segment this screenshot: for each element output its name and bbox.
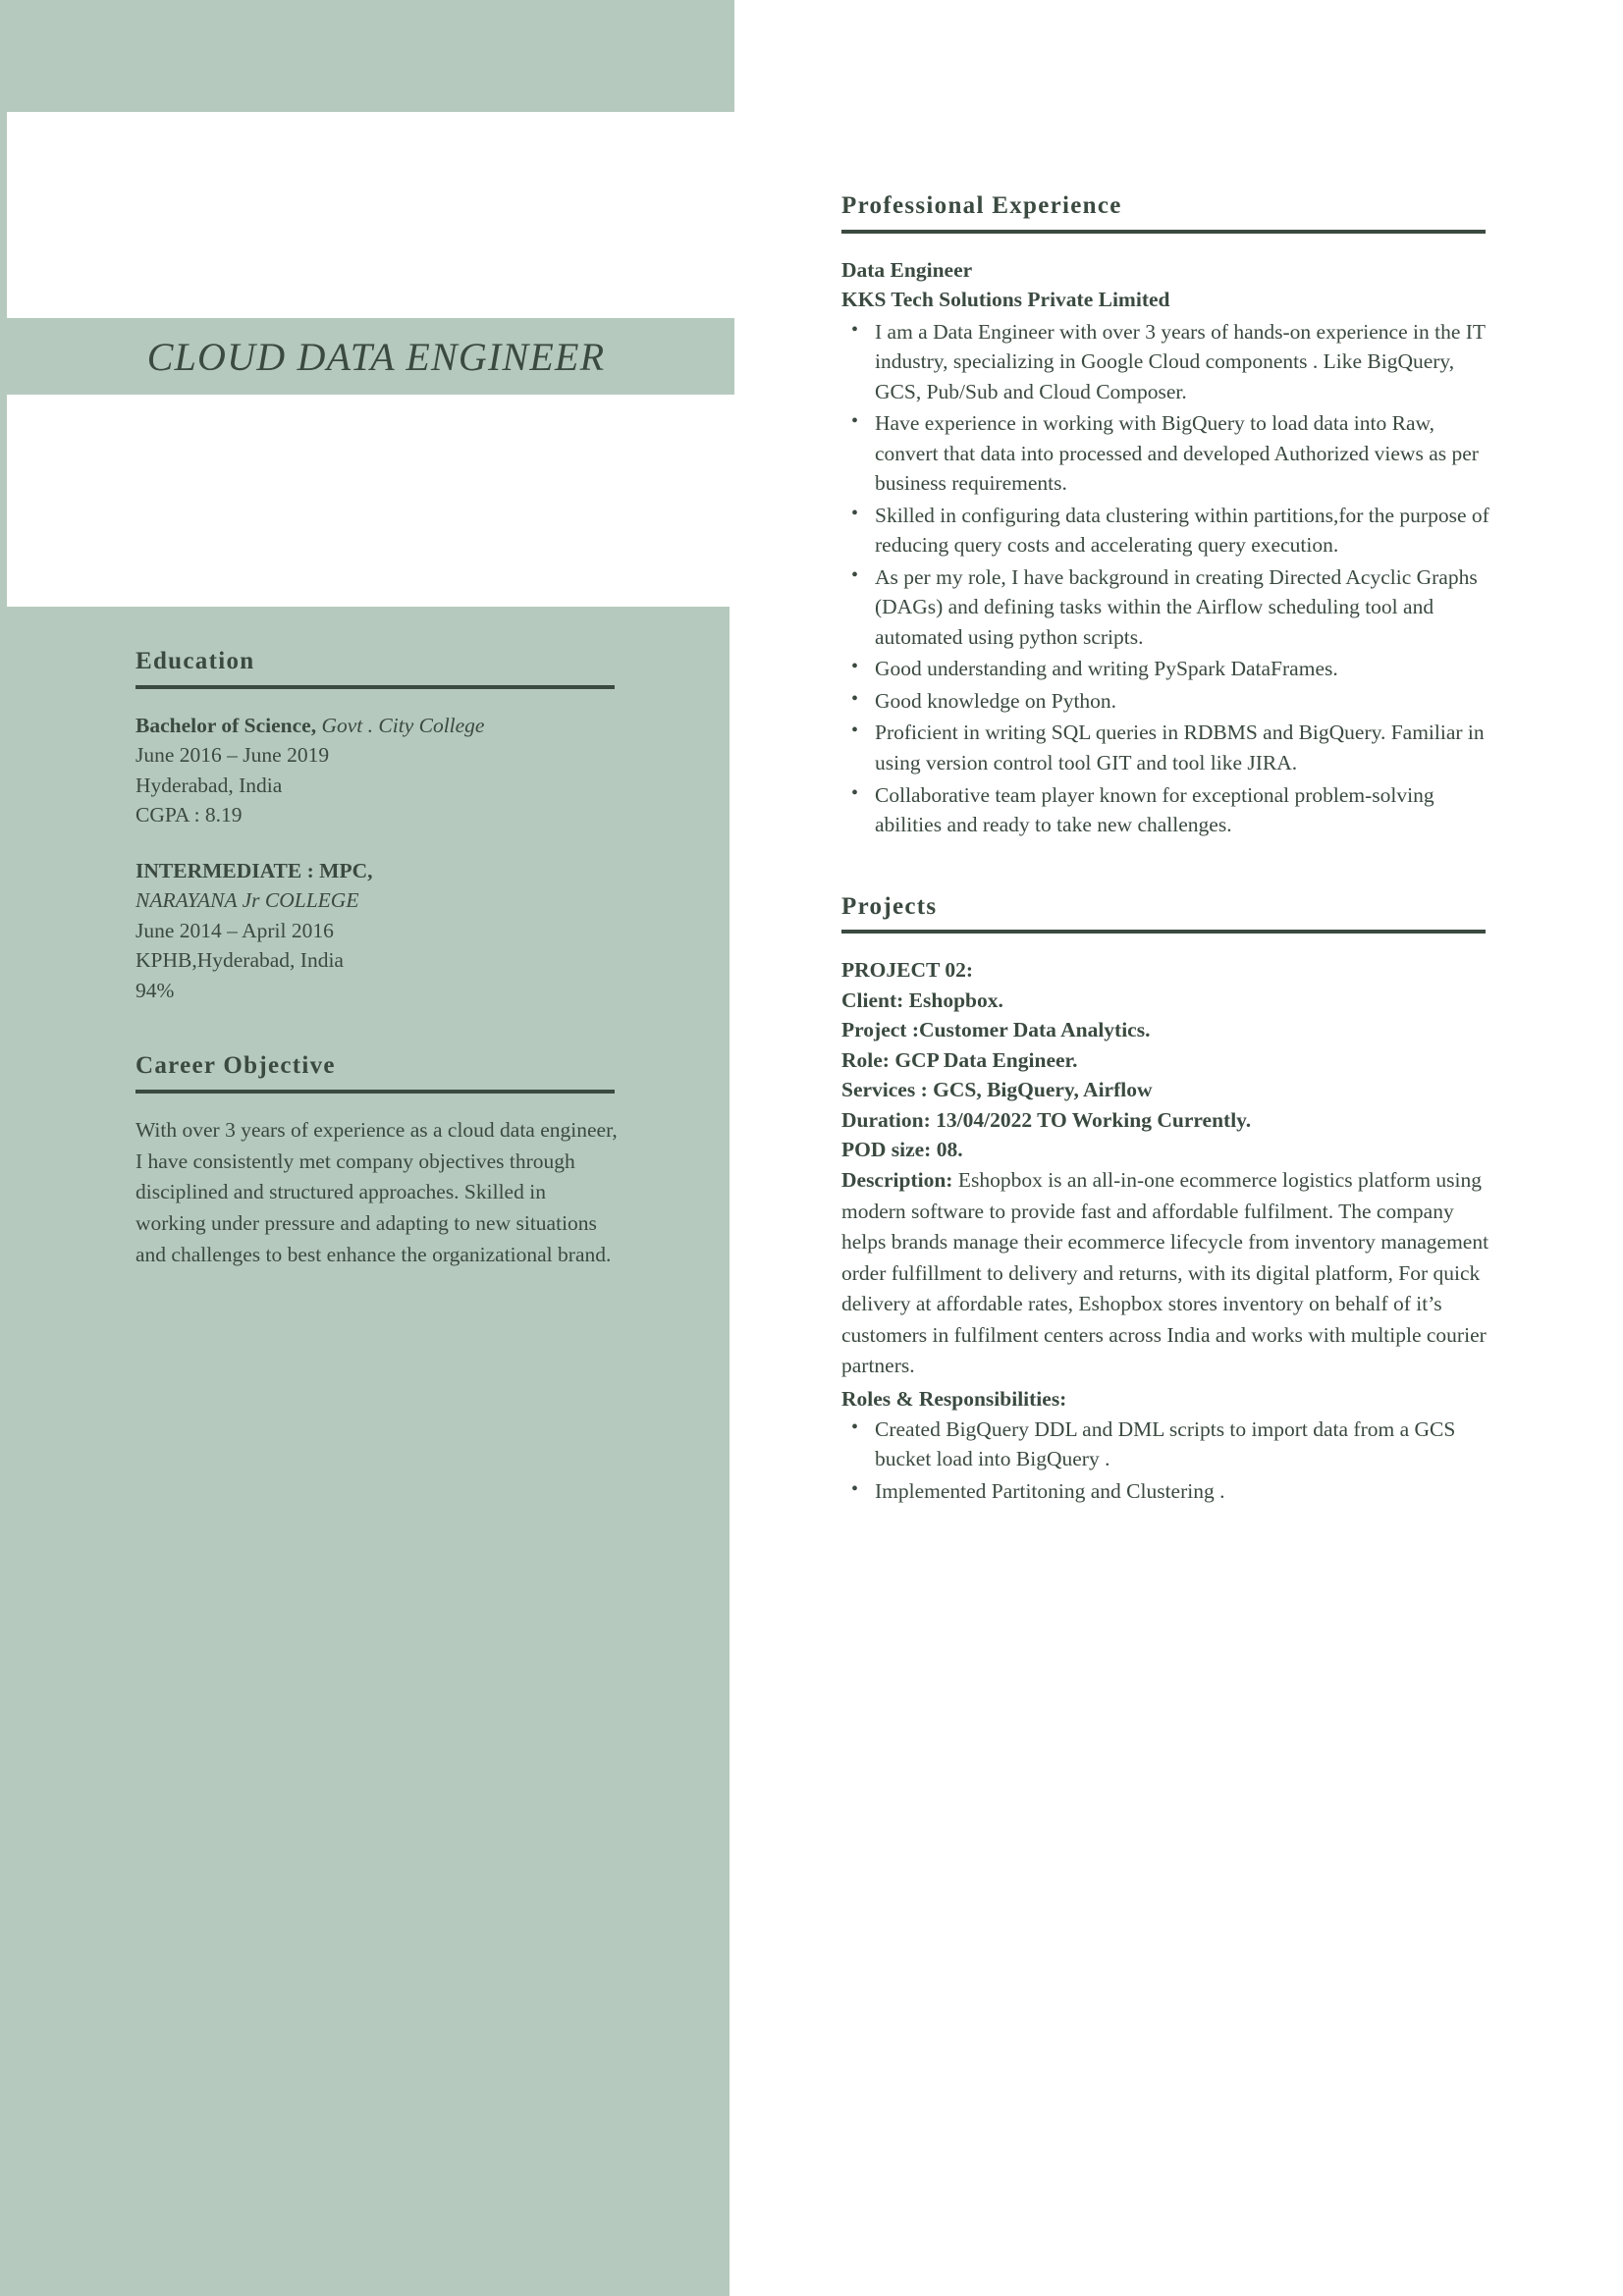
project-services: Services : GCS, BigQuery, Airflow: [841, 1078, 1153, 1102]
section-divider: [841, 230, 1486, 234]
list-item: • Proficient in writing SQL queries in RDBMS and BigQuery. Familiar in using version control tool GIT and tool like JIRA.: [871, 718, 1489, 777]
section-heading-education: Education: [135, 648, 255, 674]
responsibilities-heading: Roles & Responsibilities:: [841, 1387, 1067, 1412]
top-accent-band: [0, 0, 734, 112]
section-heading-professional-experience: Professional Experience: [841, 192, 1122, 219]
job-title: Data Engineer: [841, 257, 973, 282]
section-divider: [841, 930, 1486, 934]
project-id: PROJECT 02:: [841, 958, 973, 983]
education-score: CGPA : 8.19: [135, 803, 243, 828]
list-item: • Collaborative team player known for exceptional problem-solving abilities and ready to take new challenges.: [871, 780, 1489, 840]
section-heading-projects: Projects: [841, 892, 938, 920]
education-dates: June 2014 – April 2016: [135, 918, 334, 942]
project-description-text: Eshopbox is an all-in-one ecommerce logistics platform using modern software to provide fast and affordable fulfilment. The company helps brands manage their ecommerce lifecycle from inventory management order fulfillment to delivery and returns, with its digital platform, For quick delivery at affordable rates, Eshopbox stores inventory on behalf of it’s customers in fulfilment centers across India and works with multiple courier partners.: [841, 1167, 1489, 1378]
list-item: • I am a Data Engineer with over 3 years of hands-on experience in the IT industry, specializing in Google Cloud components . Like BigQuery, GCS, Pub/Sub and Cloud Composer.: [871, 317, 1489, 407]
list-item: • Have experience in working with BigQuery to load data into Raw, convert that data into processed and developed Authorized views as per business requirements.: [871, 408, 1489, 499]
list-item: • Implemented Partitoning and Clustering .: [871, 1476, 1489, 1507]
list-item: • Created BigQuery DDL and DML scripts to import data from a GCS bucket load into BigQuery .: [871, 1415, 1489, 1474]
education-entry: [135, 711, 619, 830]
sidebar-content: [135, 648, 619, 1270]
project-pod-size: POD size: 08.: [841, 1138, 963, 1162]
title-band: [0, 318, 734, 395]
list-item: • Good knowledge on Python.: [871, 686, 1489, 717]
education-institution: NARAYANA Jr COLLEGE: [135, 888, 359, 913]
section-divider: [135, 685, 615, 689]
list-item: • As per my role, I have background in creating Directed Acyclic Graphs (DAGs) and defining tasks within the Airflow scheduling tool and automated using python scripts.: [871, 562, 1489, 653]
section-divider: [135, 1090, 615, 1094]
section-career-objective: [135, 1052, 619, 1270]
page-title: CLOUD DATA ENGINEER: [146, 334, 606, 379]
project-name: Project :Customer Data Analytics.: [841, 1018, 1151, 1042]
project-role: Role: GCP Data Engineer.: [841, 1047, 1078, 1072]
education-degree: Bachelor of Science,: [135, 713, 317, 737]
project-description-label: Description:: [841, 1167, 953, 1192]
responsibilities-bullet-list: [841, 1415, 1489, 1507]
career-objective-text: With over 3 years of experience as a cloud data engineer, I have consistently met company objectives through disciplined and structured approaches. Skilled in working under pressure and adapting to new situations and challenges to best enhance the organizational brand.: [135, 1118, 618, 1266]
list-item: • Skilled in configuring data clustering within partitions,for the purpose of reducing query costs and accelerating query execution.: [871, 501, 1489, 561]
section-projects: [841, 893, 1489, 1507]
education-dates: June 2016 – June 2019: [135, 743, 330, 768]
section-education: [135, 648, 619, 1005]
education-institution: Govt . City College: [321, 713, 485, 737]
education-location: KPHB,Hyderabad, India: [135, 948, 344, 973]
experience-bullet-list: [841, 317, 1489, 840]
list-item: • Good understanding and writing PySpark DataFrames.: [871, 654, 1489, 684]
section-professional-experience: [841, 192, 1489, 840]
project-duration: Duration: 13/04/2022 TO Working Currently.: [841, 1107, 1252, 1132]
project-client: Client: Eshopbox.: [841, 988, 1003, 1012]
project-description: [841, 1165, 1489, 1382]
education-score: 94%: [135, 978, 175, 1002]
section-heading-career-objective: Career Objective: [135, 1052, 336, 1080]
education-location: Hyderabad, India: [135, 773, 283, 797]
education-degree: INTERMEDIATE : MPC,: [135, 858, 373, 882]
job-company: KKS Tech Solutions Private Limited: [841, 288, 1170, 312]
main-content: [841, 192, 1489, 1508]
education-entry: [135, 856, 619, 1006]
